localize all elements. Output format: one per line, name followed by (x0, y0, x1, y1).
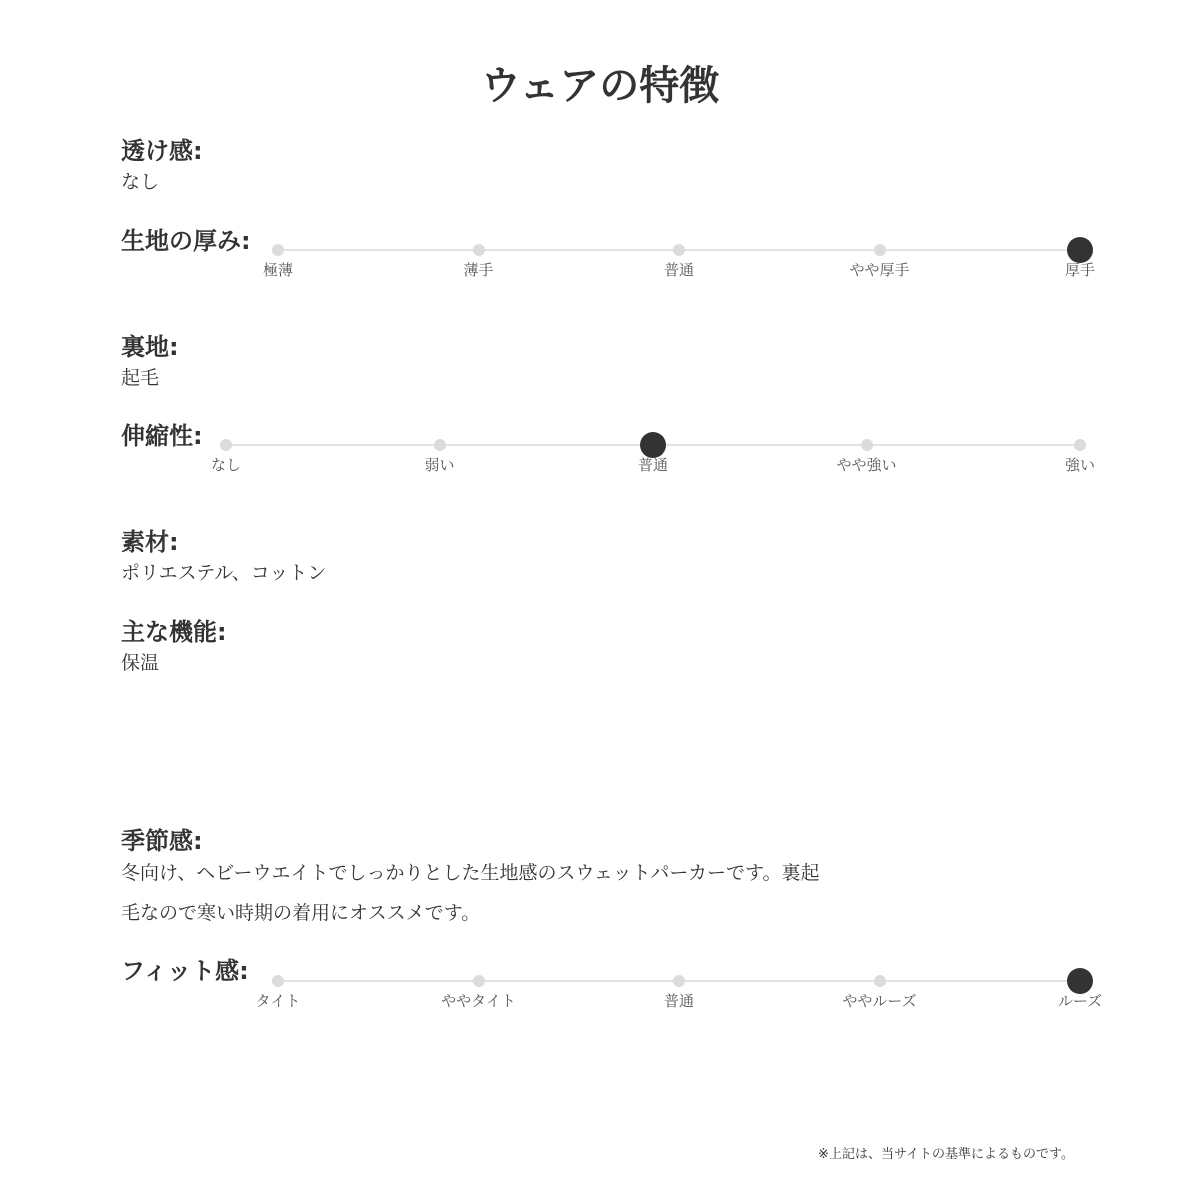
scale-dot (434, 439, 446, 451)
scale-dot (1074, 439, 1086, 451)
thickness-option-label: 厚手 (1064, 261, 1095, 279)
scale-dot (473, 975, 485, 987)
scale-dot (874, 244, 886, 256)
function-label: 主な機能: (121, 618, 227, 646)
scale-dot (673, 244, 685, 256)
footnote: ※上記は、当サイトの基準によるものです。 (818, 1147, 1074, 1162)
lining-value: 起毛 (121, 367, 160, 389)
scale-dot (861, 439, 873, 451)
fit-scale (255, 971, 1103, 1011)
fit-label: フィット感: (121, 957, 249, 985)
fit-option-label: 普通 (663, 992, 694, 1010)
thickness-option-label: やや厚手 (849, 261, 910, 279)
stretch-option-label: 普通 (637, 456, 668, 474)
function-value: 保温 (121, 652, 160, 674)
fit-option-label: ルーズ (1057, 992, 1103, 1010)
season-label: 季節感: (121, 827, 203, 855)
fit-option-label: ややルーズ (842, 992, 917, 1010)
fit-option-label: ややタイト (441, 992, 516, 1010)
stretch-label: 伸縮性: (121, 422, 203, 450)
thickness-option-label: 普通 (663, 261, 694, 279)
page-title: ウェアの特徴 (480, 63, 720, 109)
scale-dot (473, 244, 485, 256)
scale-dot (874, 975, 886, 987)
fit-option-label: タイト (255, 992, 301, 1010)
thickness-scale (262, 240, 1095, 280)
stretch-scale (210, 435, 1095, 475)
stretch-option-label: 強い (1064, 456, 1095, 474)
stretch-option-label: やや強い (836, 456, 897, 474)
scale-dot (220, 439, 232, 451)
thickness-option-label: 薄手 (463, 261, 494, 279)
lining-label: 裏地: (121, 333, 179, 361)
transparency-value: なし (121, 171, 160, 193)
material-label: 素材: (121, 528, 179, 556)
scale-dot (272, 244, 284, 256)
thickness-label: 生地の厚み: (121, 227, 251, 255)
stretch-option-label: なし (210, 456, 241, 474)
thickness-option-label: 極薄 (262, 261, 293, 279)
scale-dot (272, 975, 284, 987)
season-description-line-2: 毛なので寒い時期の着用にオススメです。 (121, 902, 481, 924)
stretch-option-label: 弱い (424, 456, 455, 474)
transparency-label: 透け感: (121, 137, 203, 165)
season-description-line-1: 冬向け、ヘビーウエイトでしっかりとした生地感のスウェットパーカーです。裏起 (121, 862, 820, 884)
scale-dot (673, 975, 685, 987)
material-value: ポリエステル、コットン (121, 562, 327, 584)
